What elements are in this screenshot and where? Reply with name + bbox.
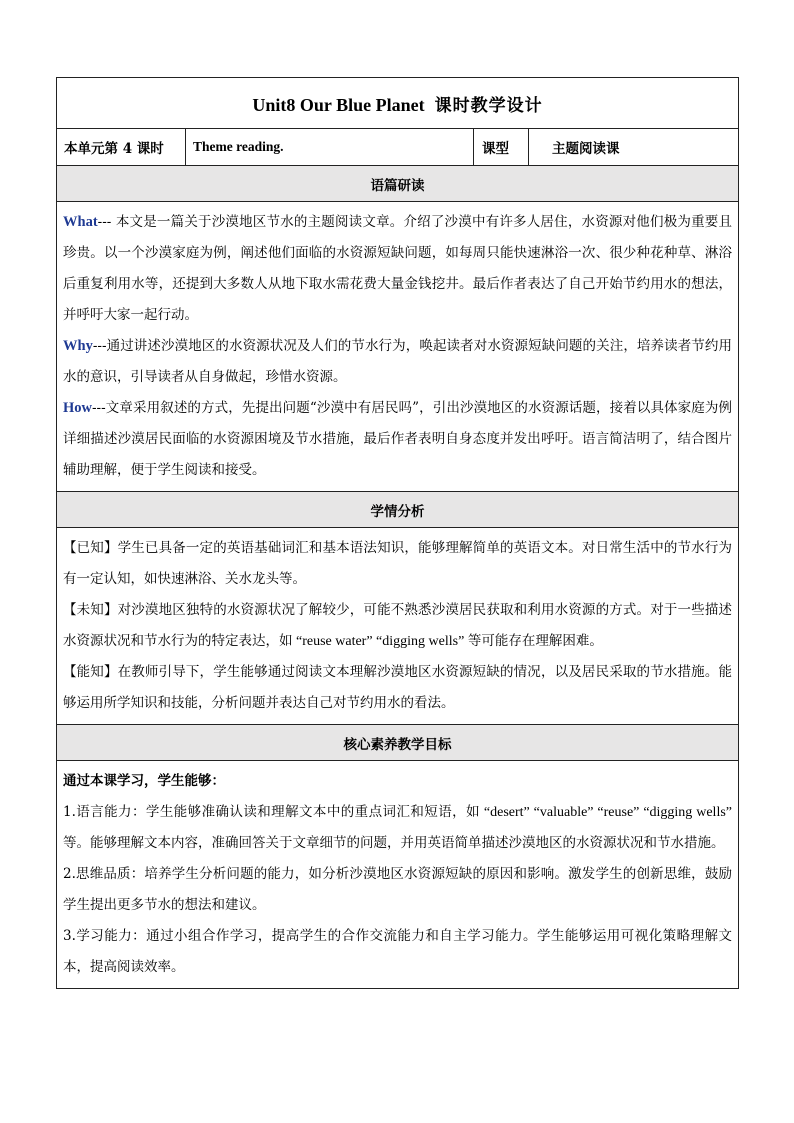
info-row — [57, 129, 739, 166]
goals-header-row — [57, 725, 739, 761]
goal1-text-b: 等。能够理解文本内容，准确回答关于文章细节的问题，并用英语简单描述沙漠地区的水资源状况和节水措施。 — [63, 835, 725, 851]
lesson-type-label: 课型 — [474, 129, 529, 166]
what-text: --- 本文是一篇关于沙漠地区节水的主题阅读文章。介绍了沙漠中有许多人居住，水资源对他们极为重要且珍贵。以一个沙漠家庭为例，阐述他们面临的水资源短缺问题，如每周只能快速淋浴一次、很少种花种草、淋浴后重复利用水等，还提到大多数人从地下取水需花费大量金钱挖井。最后作者表达了自己开始节约用水的想法，并呼吁大家一起行动。 — [63, 214, 732, 323]
goals-body-row — [57, 761, 739, 989]
unknown-text-b: 等可能存在理解困难。 — [467, 633, 603, 649]
goals-intro: 通过本课学习，学生能够： — [63, 773, 225, 789]
text-analysis-body — [57, 202, 739, 492]
able-paragraph: 【能知】在教师引导下，学生能够通过阅读文本理解沙漠地区水资源短缺的情况，以及居民采取的节水措施。能够运用所学知识和技能，分析问题并表达自己对节约用水的看法。 — [63, 664, 732, 711]
unknown-english-phrases: “reuse water” “digging wells” — [292, 634, 468, 649]
how-keyword: How — [63, 400, 92, 416]
theme-cell: Theme reading. — [186, 129, 474, 166]
why-keyword: Why — [63, 338, 93, 354]
student-analysis-body-row — [57, 528, 739, 725]
document-title — [57, 78, 739, 129]
goal1-english-words: “desert” “valuable” “reuse” “digging wells” — [479, 805, 732, 820]
student-analysis-header-row — [57, 492, 739, 528]
goal-language — [63, 797, 732, 859]
title-chinese: 课时教学设计 — [434, 95, 543, 116]
student-analysis-body — [57, 528, 739, 725]
unknown-text-a: 【未知】对沙漠地区独特的水资源状况了解较少，可能不熟悉沙漠居民获取和利用水资源的方式。对于一些描述水资源状况和节水行为的特定表达，如 — [63, 602, 732, 649]
lesson-design-table — [56, 77, 739, 989]
goal-learning: 3.学习能力：通过小组合作学习，提高学生的合作交流能力和自主学习能力。学生能够运用可视化策略理解文本，提高阅读效率。 — [63, 928, 732, 975]
why-paragraph — [63, 331, 732, 393]
text-analysis-header-row — [57, 166, 739, 202]
student-analysis-heading: 学情分析 — [57, 492, 739, 528]
how-text: ---文章采用叙述的方式，先提出问题“沙漠中有居民吗”，引出沙漠地区的水资源话题，接着以具体家庭为例详细描述沙漠居民面临的水资源困境及节水措施，最后作者表明自身态度并发出呼吁。语言简洁明了，结合图片辅助理解，便于学生阅读和接受。 — [63, 400, 732, 478]
lesson-type-value: 主题阅读课 — [529, 129, 739, 166]
what-paragraph — [63, 207, 732, 331]
why-text: ---通过讲述沙漠地区的水资源状况及人们的节水行为，唤起读者对水资源短缺问题的关注，培养读者节约用水的意识，引导读者从自身做起，珍惜水资源。 — [63, 338, 732, 385]
goal-thinking: 2.思维品质：培养学生分析问题的能力，如分析沙漠地区水资源短缺的原因和影响。激发学生的创新思维，鼓励学生提出更多节水的想法和建议。 — [63, 866, 732, 913]
text-analysis-heading: 语篇研读 — [57, 166, 739, 202]
known-paragraph: 【已知】学生已具备一定的英语基础词汇和基本语法知识，能够理解简单的英语文本。对日常生活中的节水行为有一定认知，如快速淋浴、关水龙头等。 — [63, 540, 732, 587]
how-paragraph — [63, 393, 732, 486]
title-english: Unit8 Our Blue Planet — [252, 94, 425, 115]
what-keyword: What — [63, 214, 98, 230]
title-row — [57, 78, 739, 129]
goals-body — [57, 761, 739, 989]
text-analysis-body-row — [57, 202, 739, 492]
goals-heading: 核心素养教学目标 — [57, 725, 739, 761]
unknown-paragraph — [63, 595, 732, 657]
goal1-text-a: 1.语言能力：学生能够准确认读和理解文本中的重点词汇和短语，如 — [63, 804, 480, 820]
lesson-number-cell: 本单元第 4 课时 — [57, 129, 186, 166]
